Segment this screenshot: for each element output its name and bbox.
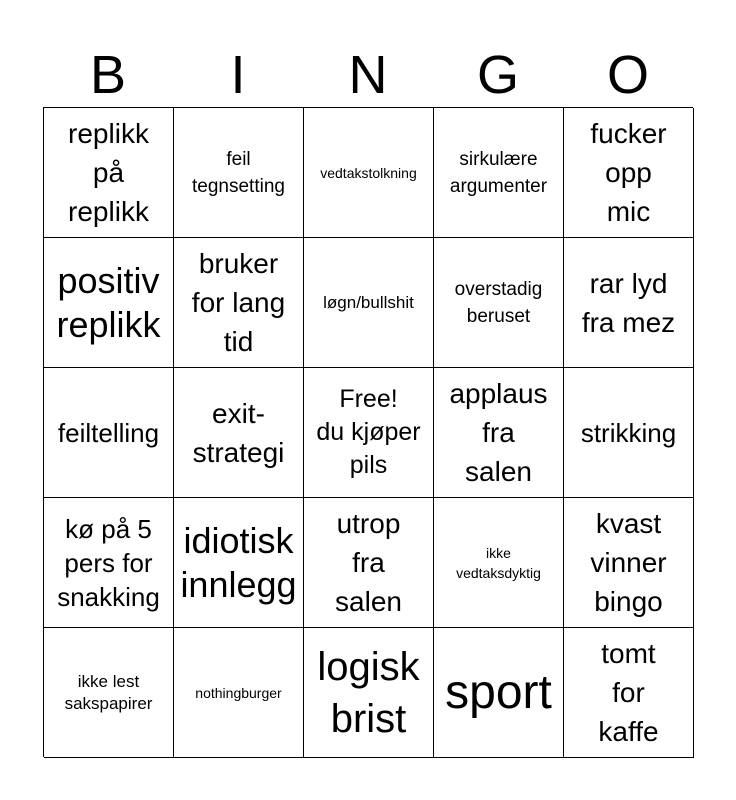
bingo-cell-text: sport — [445, 665, 552, 719]
bingo-cell-text: overstadig beruset — [454, 278, 543, 327]
free-space-text: Free! du kjøper pils — [316, 385, 421, 479]
bingo-cell-r1c3[interactable] — [304, 108, 434, 238]
bingo-cell-text: rar lyd fra mez — [581, 267, 676, 338]
bingo-cell-r4c1[interactable] — [44, 498, 174, 628]
bingo-cell-text: ikke lest sakspapirer — [64, 671, 153, 713]
bingo-cell-text: replikk på replikk — [68, 118, 149, 227]
bingo-cell-text: kvast vinner bingo — [590, 508, 667, 617]
bingo-cell-r5c2[interactable] — [174, 628, 304, 758]
bingo-cell-r5c3[interactable] — [304, 628, 434, 758]
header-letter-g: G — [476, 45, 519, 105]
bingo-cell-text: feiltelling — [57, 417, 160, 448]
bingo-cell-text: positiv replikk — [56, 259, 161, 345]
bingo-cell-r2c4[interactable] — [434, 238, 564, 368]
header-letter-o: O — [606, 45, 649, 105]
bingo-cell-r5c5[interactable] — [564, 628, 694, 758]
bingo-cell-text: logisk brist — [317, 644, 420, 741]
bingo-cell-r2c5[interactable] — [564, 238, 694, 368]
bingo-cell-r2c1[interactable] — [44, 238, 174, 368]
bingo-cell-r1c2[interactable] — [174, 108, 304, 238]
bingo-cell-r4c3[interactable] — [304, 498, 434, 628]
bingo-cell-text: nothingburger — [195, 684, 282, 701]
header-letter-i: I — [230, 45, 246, 105]
bingo-cell-text: idiotisk innlegg — [180, 519, 297, 605]
bingo-cell-text: exit- strategi — [192, 397, 285, 468]
bingo-cell-text: applaus fra salen — [449, 378, 548, 487]
bingo-cell-text: tomt for kaffe — [598, 638, 659, 747]
bingo-cell-text: fucker opp mic — [590, 118, 667, 227]
bingo-cell-r1c4[interactable] — [434, 108, 564, 238]
bingo-cell-text: feil tegnsetting — [192, 148, 285, 197]
bingo-cell-r1c1[interactable] — [44, 108, 174, 238]
bingo-cell-r3c2[interactable] — [174, 368, 304, 498]
bingo-cell-r5c1[interactable] — [44, 628, 174, 758]
bingo-cell-r5c4[interactable] — [434, 628, 564, 758]
bingo-cell-r3c4[interactable] — [434, 368, 564, 498]
bingo-cell-r1c5[interactable] — [564, 108, 694, 238]
bingo-cell-text: strikking — [580, 417, 677, 448]
bingo-grid — [43, 107, 693, 757]
bingo-cell-r2c2[interactable] — [174, 238, 304, 368]
bingo-header — [43, 42, 693, 108]
bingo-cell-r4c5[interactable] — [564, 498, 694, 628]
header-letter-b: B — [89, 45, 127, 105]
bingo-cell-text: utrop fra salen — [335, 508, 402, 617]
bingo-cell-free[interactable] — [304, 368, 434, 498]
bingo-cell-r2c3[interactable] — [304, 238, 434, 368]
bingo-cell-text: ikke vedtaksdyktig — [456, 544, 541, 581]
bingo-cell-r4c4[interactable] — [434, 498, 564, 628]
bingo-cell-r3c1[interactable] — [44, 368, 174, 498]
bingo-cell-r4c2[interactable] — [174, 498, 304, 628]
bingo-cell-text: kø på 5 pers for snakking — [57, 513, 160, 612]
bingo-cell-text: løgn/bullshit — [323, 292, 414, 312]
bingo-cell-text: sirkulære argumenter — [449, 148, 548, 197]
bingo-cell-r3c5[interactable] — [564, 368, 694, 498]
header-letter-n: N — [348, 45, 388, 105]
bingo-cell-text: bruker for lang tid — [191, 248, 286, 357]
bingo-cell-text: vedtakstolkning — [320, 164, 417, 181]
